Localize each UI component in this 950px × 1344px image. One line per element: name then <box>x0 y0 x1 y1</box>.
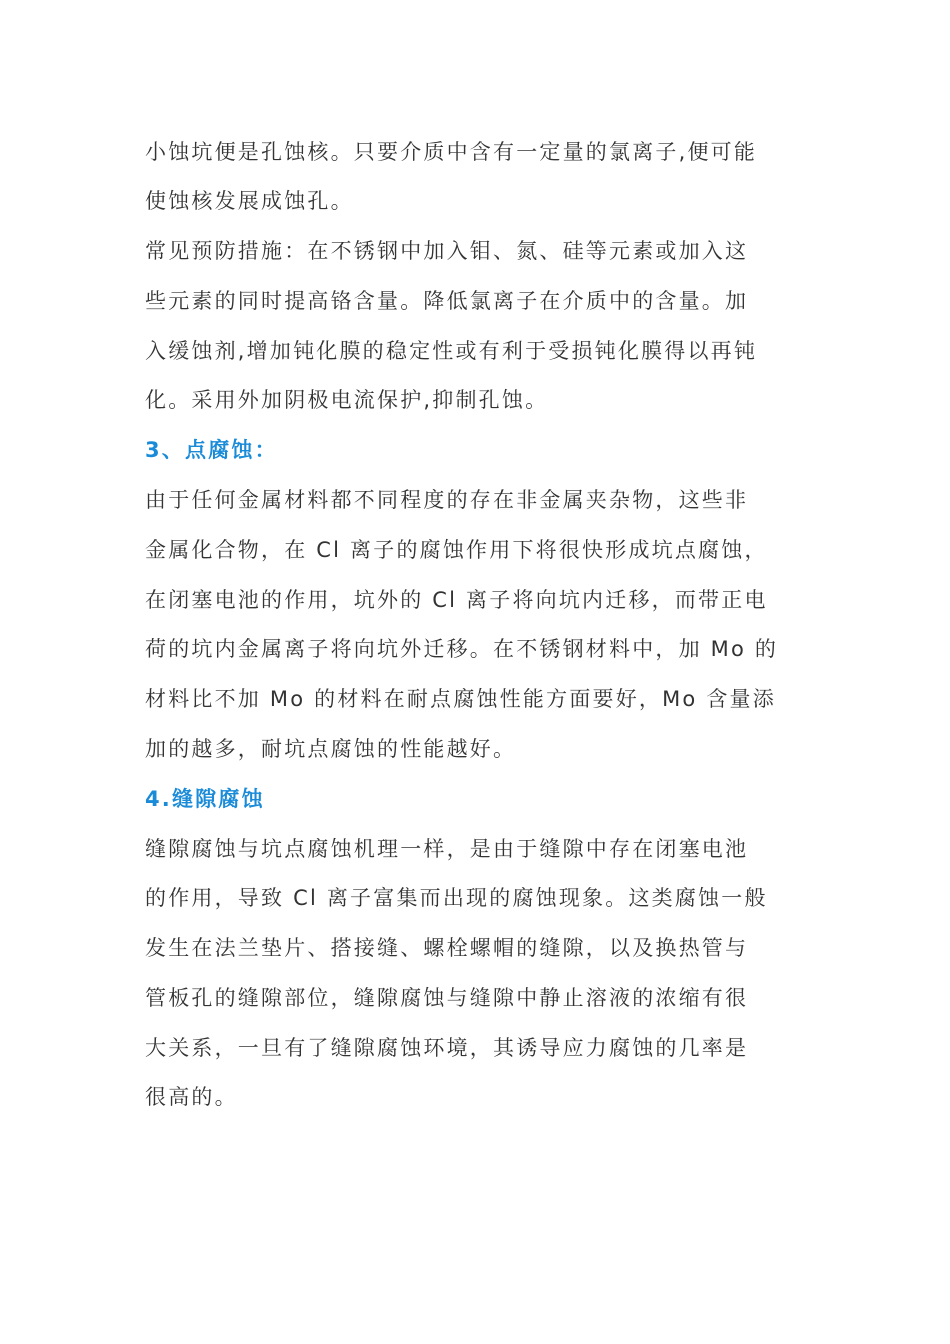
section-heading-pitting: 3、点腐蚀： <box>145 438 278 462</box>
intro-line-1: 小蚀坑便是孔蚀核。只要介质中含有一定量的氯离子,便可能 <box>145 140 758 164</box>
pitting-line-4: 荷的坑内金属离子将向坑外迁移。在不锈钢材料中，加 Mo 的 <box>145 637 779 661</box>
prevention-line-2: 些元素的同时提高铬含量。降低氯离子在介质中的含量。加 <box>145 289 749 313</box>
crevice-line-6: 很高的。 <box>145 1085 238 1109</box>
prevention-line-1: 常见预防措施：在不锈钢中加入钼、氮、硅等元素或加入这 <box>145 239 749 263</box>
pitting-line-1: 由于任何金属材料都不同程度的存在非金属夹杂物，这些非 <box>145 488 749 512</box>
pitting-line-2: 金属化合物，在 Cl 离子的腐蚀作用下将很快形成坑点腐蚀， <box>145 538 768 562</box>
pitting-line-3: 在闭塞电池的作用，坑外的 Cl 离子将向坑内迁移，而带正电 <box>145 588 768 612</box>
prevention-line-4: 化。采用外加阴极电流保护,抑制孔蚀。 <box>145 388 549 412</box>
pitting-line-5: 材料比不加 Mo 的材料在耐点腐蚀性能方面要好，Mo 含量添 <box>145 687 776 711</box>
section-heading-crevice: 4.缝隙腐蚀 <box>145 787 265 811</box>
crevice-line-2: 的作用，导致 Cl 离子富集而出现的腐蚀现象。这类腐蚀一般 <box>145 886 768 910</box>
crevice-line-4: 管板孔的缝隙部位，缝隙腐蚀与缝隙中静止溶液的浓缩有很 <box>145 986 749 1010</box>
crevice-line-3: 发生在法兰垫片、搭接缝、螺栓螺帽的缝隙，以及换热管与 <box>145 936 749 960</box>
prevention-line-3: 入缓蚀剂,增加钝化膜的稳定性或有利于受损钝化膜得以再钝 <box>145 339 758 363</box>
pitting-line-6: 加的越多，耐坑点腐蚀的性能越好。 <box>145 737 517 761</box>
intro-line-2: 使蚀核发展成蚀孔。 <box>145 189 354 213</box>
crevice-line-5: 大关系，一旦有了缝隙腐蚀环境，其诱导应力腐蚀的几率是 <box>145 1036 749 1060</box>
crevice-line-1: 缝隙腐蚀与坑点腐蚀机理一样，是由于缝隙中存在闭塞电池 <box>145 837 749 861</box>
